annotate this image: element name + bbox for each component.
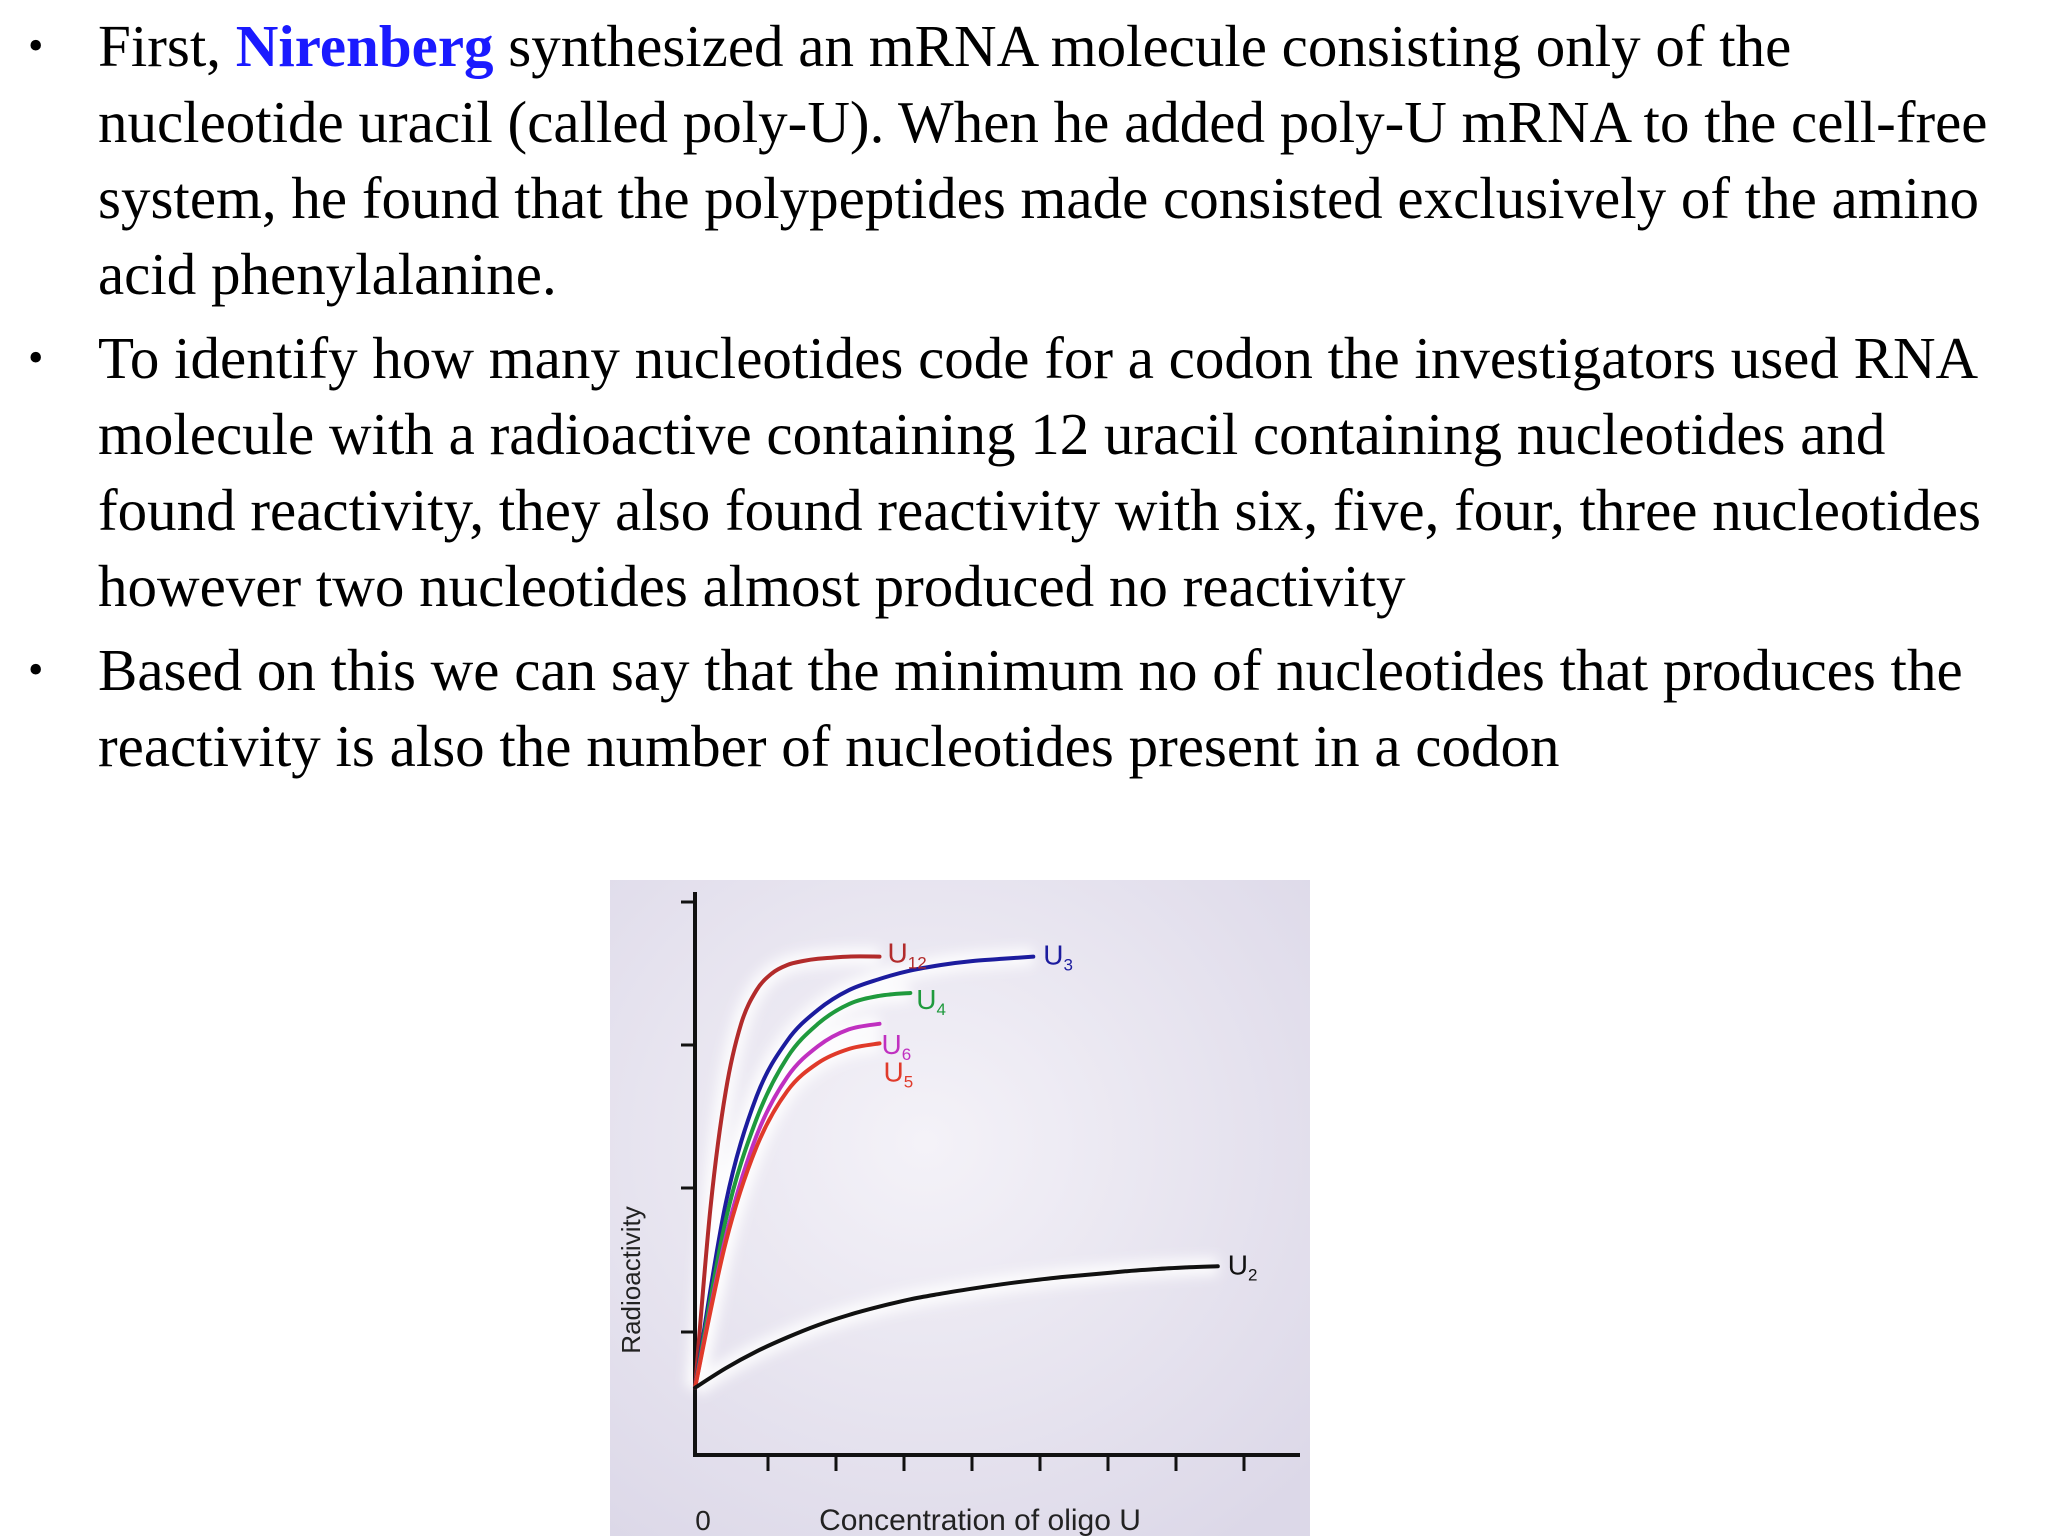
series-label-main: U: [1043, 939, 1064, 971]
series-label-subscript: 4: [936, 1000, 947, 1019]
series-label-main: U: [916, 984, 937, 1015]
chart-svg: [610, 880, 1310, 1536]
radioactivity-chart: [610, 880, 1310, 1536]
series-label-main: U: [883, 1056, 904, 1088]
series-label-main: U: [887, 937, 908, 969]
bullet-1-text-start: First,: [98, 13, 236, 79]
series-label-subscript: 2: [1248, 1265, 1258, 1285]
bullet-marker: •: [28, 21, 44, 70]
series-label-subscript: 5: [903, 1072, 914, 1092]
nirenberg-highlight: Nirenberg: [235, 13, 494, 79]
bullet-item-codon-length: [0, 320, 2048, 624]
bullet-list: [0, 8, 2048, 792]
bullet-marker: •: [28, 645, 44, 694]
bullet-1-text-end: synthesized an mRNA molecule consisting only of the nucleotide uracil (called poly-U). When he added poly-U mRNA to the cell-free system, he found that the polypeptides made consisted exclusively of the amino acid phenylalanine.: [98, 13, 1988, 307]
series-label-subscript: 12: [907, 953, 927, 973]
series-label-subscript: 3: [1063, 955, 1074, 975]
series-label-main: U: [1227, 1249, 1249, 1281]
y-axis-label: Radioactivity: [616, 1206, 646, 1354]
series-label-subscript: 6: [901, 1044, 912, 1064]
bullet-item-nirenberg: [0, 8, 2048, 312]
bullet-marker: •: [28, 333, 44, 382]
bullet-item-conclusion: [0, 632, 2048, 784]
x-origin-tick-label: 0: [695, 1505, 711, 1536]
bullet-2-text: To identify how many nucleotides code for a codon the investigators used RNA molecule with a radioactive containing 12 uracil containing nucleotides and found reactivity, they also found reactivity with six, five, four, three nucleotides however two nucleotides almost produced no reactivity: [98, 325, 1981, 619]
x-axis-label: Concentration of oligo U: [819, 1504, 1141, 1536]
bullet-3-text: Based on this we can say that the minimum no of nucleotides that produces the reactivity is also the number of nucleotides present in a codon: [98, 637, 1963, 779]
series-label-main: U: [881, 1028, 902, 1060]
